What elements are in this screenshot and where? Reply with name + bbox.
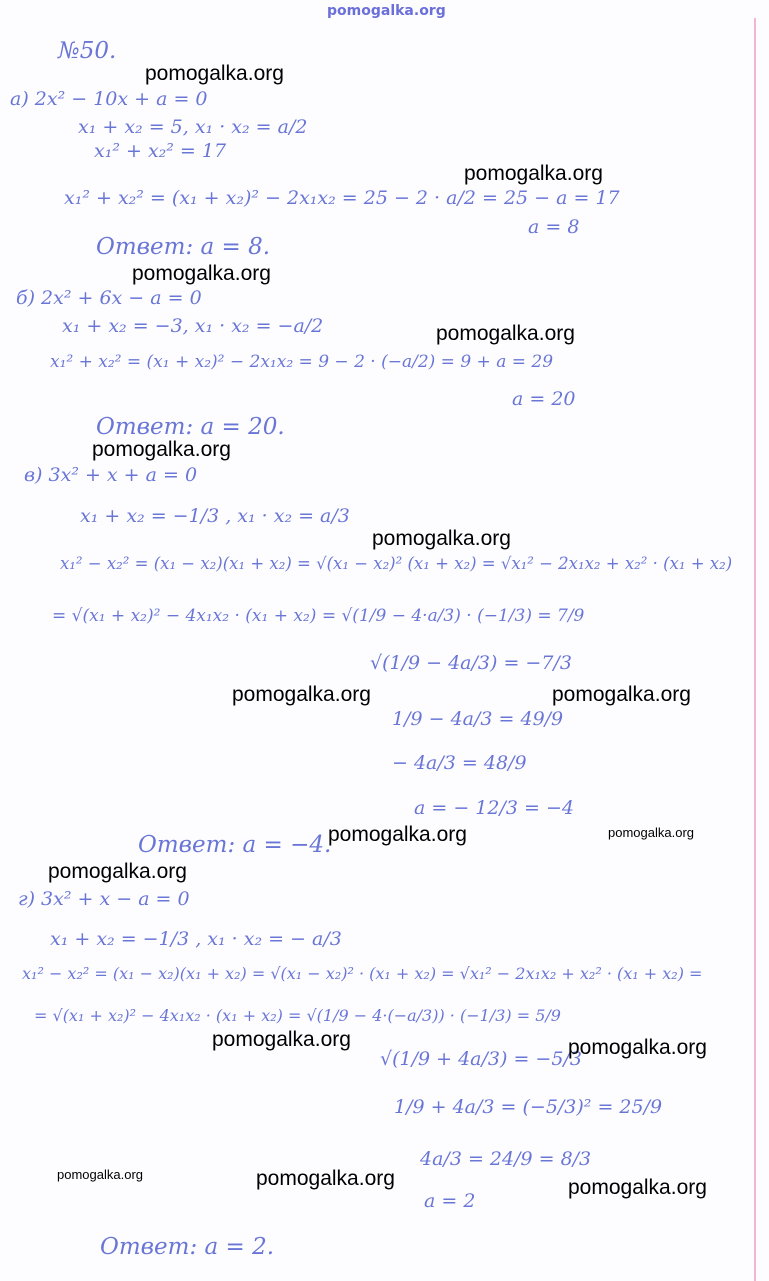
watermark-11: pomogalka.org	[48, 860, 187, 883]
part-b-line-4: a = 20	[512, 388, 576, 410]
watermark-13: pomogalka.org	[568, 1036, 707, 1059]
part-g-line-3: x₁² − x₂² = (x₁ − x₂)(x₁ + x₂) = √(x₁ − x₂)² · (x₁ + x₂) = √x₁² − 2x₁x₂ + x₂² · (x₁ + x₂) =	[22, 964, 703, 983]
watermark-16: pomogalka.org	[568, 1176, 707, 1199]
part-v-line-2: x₁ + x₂ = −1/3 , x₁ · x₂ = a/3	[80, 505, 350, 527]
part-b-answer: Ответ: a = 20.	[96, 414, 285, 440]
part-g-line-6: 1/9 + 4a/3 = (−5/3)² = 25/9	[394, 1096, 663, 1118]
part-v-line-6: 1/9 − 4a/3 = 49/9	[392, 708, 564, 730]
watermark-14: pomogalka.org	[57, 1167, 143, 1182]
part-v-line-8: a = − 12/3 = −4	[414, 797, 574, 819]
part-b-line-2: x₁ + x₂ = −3, x₁ · x₂ = −a/2	[62, 315, 324, 337]
part-v-line-3: x₁² − x₂² = (x₁ − x₂)(x₁ + x₂) = √(x₁ − x₂)² (x₁ + x₂) = √x₁² − 2x₁x₂ + x₂² · (x₁ + x₂)	[60, 554, 733, 573]
part-g-line-2: x₁ + x₂ = −1/3 , x₁ · x₂ = − a/3	[50, 928, 342, 950]
part-v-line-5: √(1/9 − 4a/3) = −7/3	[370, 652, 572, 674]
watermark-top: pomogalka.org	[327, 3, 446, 19]
part-g-line-1: г) 3x² + x − a = 0	[18, 888, 190, 910]
watermark-9: pomogalka.org	[328, 823, 467, 846]
watermark-6: pomogalka.org	[372, 527, 511, 550]
part-v-line-1: в) 3x² + x + a = 0	[24, 464, 198, 486]
part-g-line-4: = √(x₁ + x₂)² − 4x₁x₂ · (x₁ + x₂) = √(1/9 − 4·(−a/3)) · (−1/3) = 5/9	[34, 1006, 561, 1025]
part-g-line-5: √(1/9 + 4a/3) = −5/3	[380, 1048, 582, 1070]
watermark-2: pomogalka.org	[464, 162, 603, 185]
margin-line	[754, 18, 756, 1281]
watermark-15: pomogalka.org	[256, 1167, 395, 1190]
watermark-8: pomogalka.org	[552, 683, 691, 706]
watermark-10: pomogalka.org	[608, 825, 694, 840]
part-v-answer: Ответ: a = −4.	[138, 832, 332, 858]
part-a-line-3: x₁² + x₂² = 17	[94, 140, 227, 162]
part-g-line-8: a = 2	[424, 1190, 476, 1212]
part-g-line-7: 4a/3 = 24/9 = 8/3	[420, 1148, 592, 1170]
part-a-answer: Ответ: a = 8.	[96, 234, 271, 260]
part-a-line-1: а) 2x² − 10x + a = 0	[10, 88, 208, 110]
watermark-12: pomogalka.org	[212, 1028, 351, 1051]
problem-number: №50.	[58, 38, 117, 64]
watermark-5: pomogalka.org	[92, 438, 231, 461]
watermark-7: pomogalka.org	[232, 683, 371, 706]
part-a-line-2: x₁ + x₂ = 5, x₁ · x₂ = a/2	[78, 116, 308, 138]
part-v-line-4: = √(x₁ + x₂)² − 4x₁x₂ · (x₁ + x₂) = √(1/9 − 4·a/3) · (−1/3) = 7/9	[52, 606, 585, 626]
part-v-line-7: − 4a/3 = 48/9	[392, 752, 527, 774]
part-b-line-3: x₁² + x₂² = (x₁ + x₂)² − 2x₁x₂ = 9 − 2 · (−a/2) = 9 + a = 29	[50, 352, 554, 372]
part-a-line-5: a = 8	[528, 216, 580, 238]
watermark-3: pomogalka.org	[132, 262, 271, 285]
watermark-1: pomogalka.org	[145, 62, 284, 85]
part-a-line-4: x₁² + x₂² = (x₁ + x₂)² − 2x₁x₂ = 25 − 2 · a/2 = 25 − a = 17	[64, 187, 620, 209]
part-g-answer: Ответ: a = 2.	[100, 1234, 275, 1260]
part-b-line-1: б) 2x² + 6x − a = 0	[16, 287, 202, 309]
watermark-4: pomogalka.org	[436, 322, 575, 345]
